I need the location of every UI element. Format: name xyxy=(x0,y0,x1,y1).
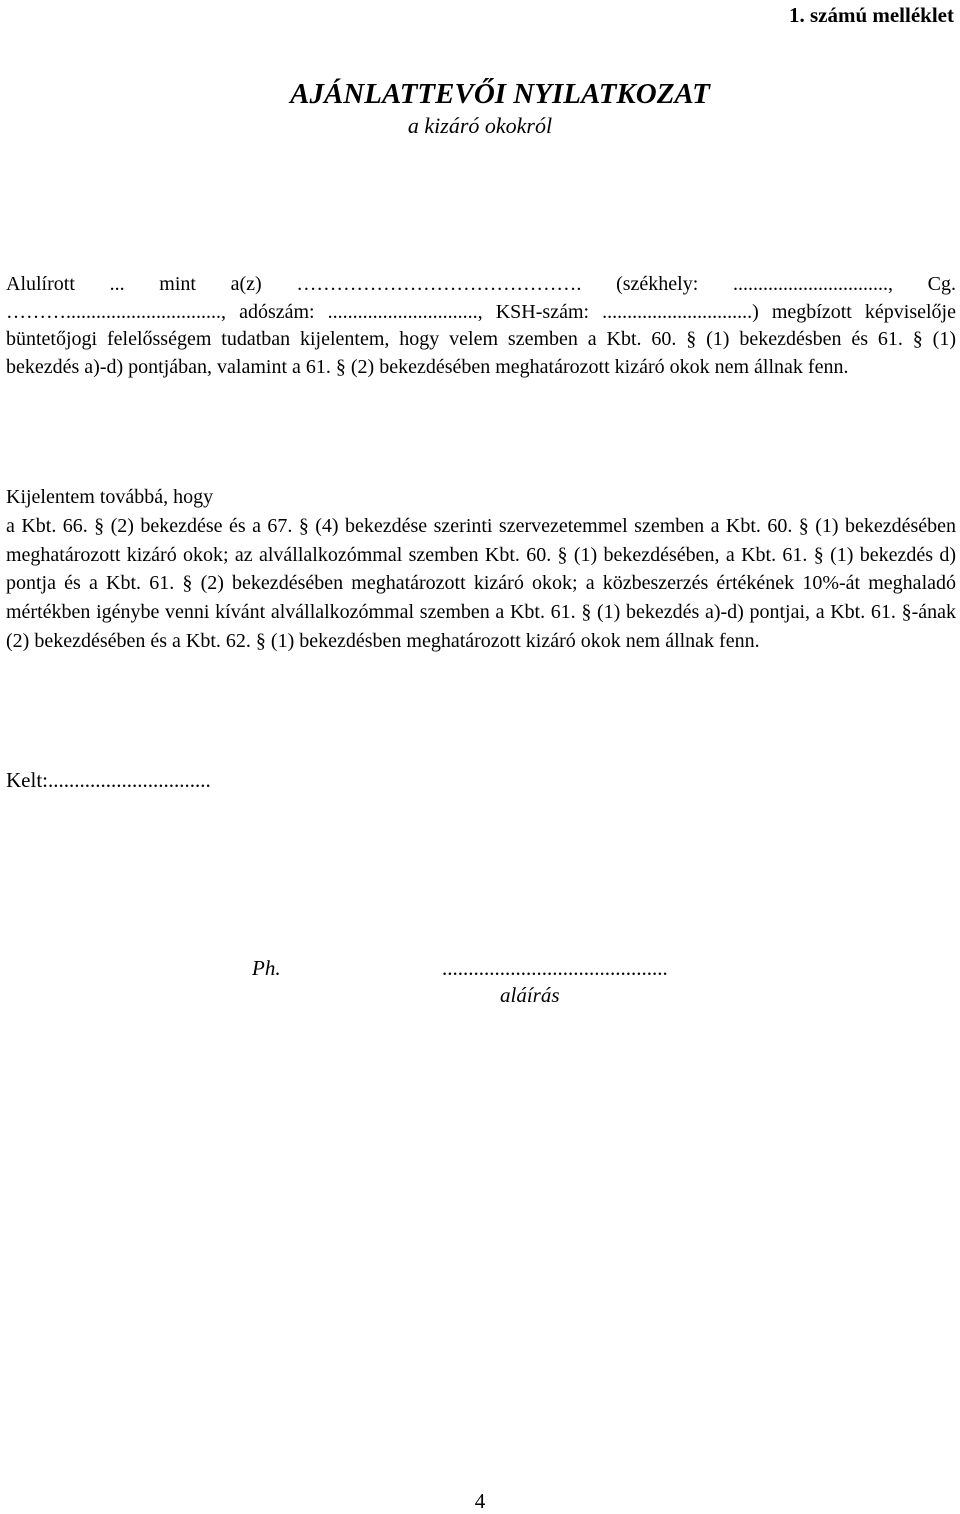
additional-declaration-paragraph: a Kbt. 66. § (2) bekezdése és a 67. § (4) bekezdése szerinti szervezetemmel szemben a Kbt. 60. § (1) bekezdésében meghatározott kizáró okok; az alvállalkozómmal szemben Kbt. 60. § (1) bekezdésében, a Kbt. 61. § (1) bekezdés d) pontja és a Kbt. 61. § (2) bekezdésében meghatározott kizáró okok; a közbeszerzés értékének 10%-át meghaladó mértékben igénybe venni kívánt alvállalkozómmal szemben a Kbt. 61. § (1) bekezdés a)-d) pontjai, a Kbt. 61. §-ának (2) bekezdésében és a Kbt. 62. § (1) bekezdésben meghatározott kizáró okok nem állnak fenn. xyxy=(6,515,956,652)
date-place-field: Kelt:............................... xyxy=(6,768,211,792)
document-subtitle: a kizáró okokról xyxy=(407,113,553,138)
declaration-paragraph: Alulírott ... mint a(z) ……………………………………. (székhely: ..............................., Cg. ………..............................., adószám: .............................., KSH-szám: ..............................) megbízott képviselője büntetőjogi felelősségem tudatban kijelentem, hogy velem szemben a Kbt. 60. § (1) bekezdésben és 61. § (1) bekezdés a)-d) pontjában, valamint a 61. § (2) bekezdésében meghatározott kizáró okok nem állnak fenn. xyxy=(6,273,956,378)
signature-line: ........................................... xyxy=(442,956,668,980)
page-number: 4 xyxy=(474,1489,486,1513)
annex-label: 1. számú melléklet xyxy=(788,3,954,27)
document-title: AJÁNLATTEVŐI NYILATKOZAT xyxy=(290,78,710,110)
additional-declaration-intro: Kijelentem továbbá, hogy xyxy=(6,486,214,508)
stamp-label: Ph. xyxy=(252,956,281,980)
signature-label: aláírás xyxy=(500,983,560,1007)
